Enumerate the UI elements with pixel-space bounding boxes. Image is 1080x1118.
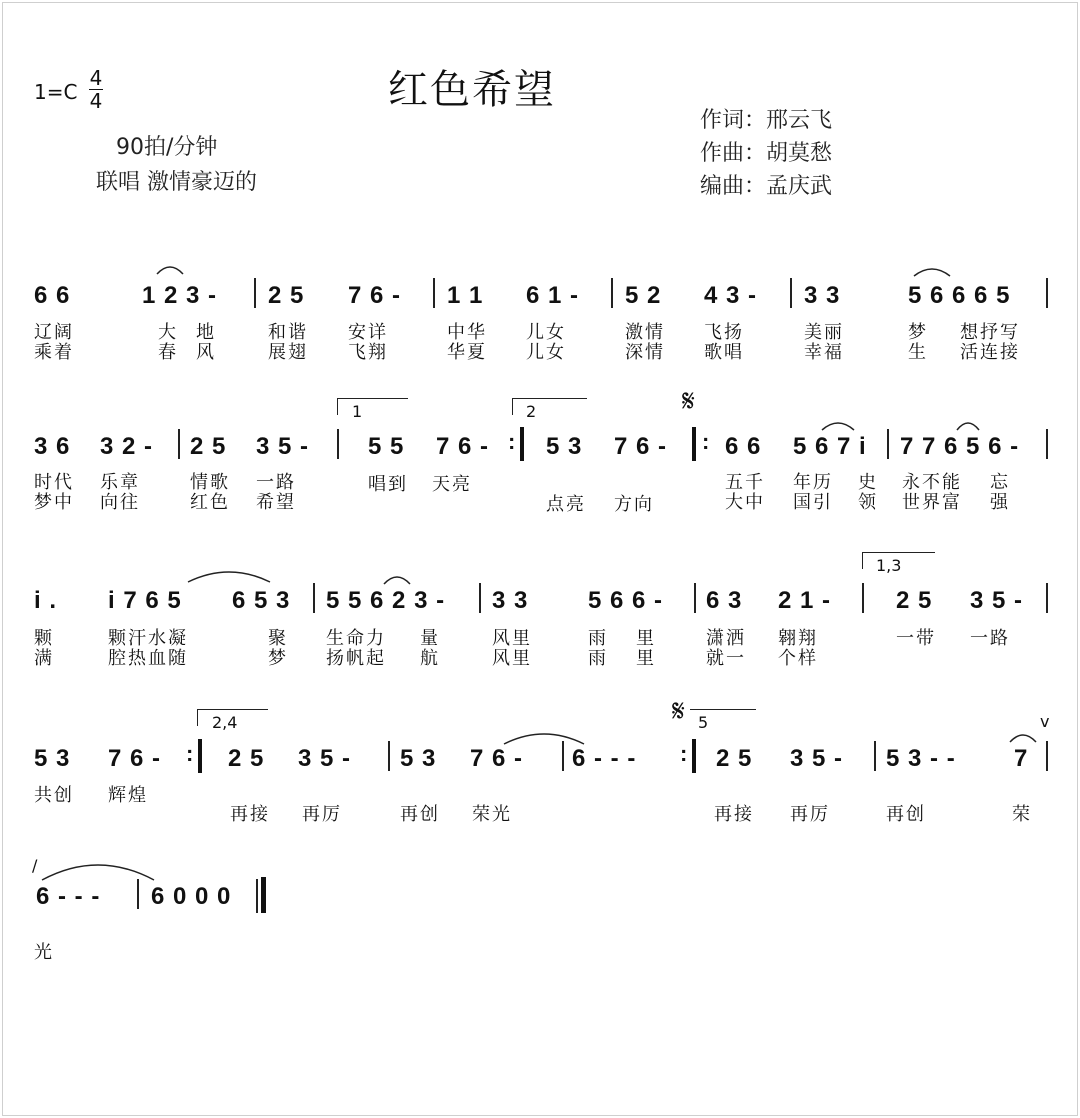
lyric: 辉煌: [108, 785, 148, 806]
notes: 5 3: [400, 745, 437, 772]
slur: [40, 860, 156, 882]
barline: [790, 278, 792, 308]
volta-label: 2: [526, 402, 537, 421]
slur: [820, 418, 856, 432]
lyric: 翱翔: [778, 628, 818, 649]
lyric: 颗: [34, 628, 54, 649]
lyric: 激情: [625, 322, 665, 343]
final-barline-thick: [261, 877, 266, 913]
notes: 5 3 - -: [886, 745, 956, 772]
lyric: 扬帆起: [326, 648, 386, 669]
notes: 6 3: [706, 587, 743, 614]
lyric: 一带: [896, 628, 936, 649]
lyric: 风里: [492, 628, 532, 649]
barline: [887, 429, 889, 459]
lyric: 共创: [34, 785, 74, 806]
lyric: 辽阔: [34, 322, 74, 343]
barline: [1046, 278, 1048, 308]
repeat-end-sign: :: [680, 741, 689, 766]
notes: i 7 6 5: [108, 587, 182, 614]
credit-arranger: 编曲：孟庆武: [700, 174, 833, 199]
lyric: 里: [636, 648, 656, 669]
lyric: 强: [990, 492, 1010, 513]
lyric: 儿女: [526, 342, 566, 363]
volta-label: 1: [352, 402, 363, 421]
repeat-barline: [692, 739, 696, 773]
lyric: 深情: [625, 342, 665, 363]
lyric: 飞翔: [348, 342, 388, 363]
barline: [137, 879, 139, 909]
barline: [1046, 741, 1048, 771]
notes: 7 7 6 5 6 -: [900, 433, 1020, 460]
notes: 6 6: [34, 282, 71, 309]
notes: 3 3: [492, 587, 529, 614]
barline: [874, 741, 876, 771]
notes: 6 0 0 0: [151, 883, 232, 910]
notes: 7 6 -: [436, 433, 490, 460]
notes: 5 6 6 -: [588, 587, 664, 614]
barline: [1046, 583, 1048, 613]
lyric: 风里: [492, 648, 532, 669]
lyric: 腔热血随: [108, 648, 188, 669]
notes: 6 1 -: [526, 282, 580, 309]
style-marking: 联唱 激情豪迈的: [96, 170, 257, 195]
notes: 1 2 3 -: [142, 282, 218, 309]
key-signature: 1=C: [34, 80, 78, 104]
barline: [611, 278, 613, 308]
notes: 5 3: [34, 745, 71, 772]
lyric: 风: [196, 342, 216, 363]
slur: [1008, 730, 1038, 744]
barline: [433, 278, 435, 308]
slur: [382, 572, 412, 586]
time-signature: [89, 68, 103, 111]
slur: [502, 730, 586, 746]
segno-icon: 𝄋: [672, 694, 685, 729]
notes: 6 6: [725, 433, 762, 460]
repeat-end-sign: :: [508, 429, 517, 454]
lyric: 再创: [400, 804, 440, 825]
tempo-marking: 90拍/分钟: [116, 135, 218, 160]
notes: 7 6 -: [108, 745, 162, 772]
lyric: 史: [858, 472, 878, 493]
volta-label: 2,4: [212, 713, 238, 732]
notes: 3 3: [804, 282, 841, 309]
lyric: 颗汗水凝: [108, 628, 188, 649]
lyric: 再厉: [302, 804, 342, 825]
lyric: 国引: [793, 492, 833, 513]
notes: 7 6 -: [348, 282, 402, 309]
lyric: 和谐: [268, 322, 308, 343]
lyric: 地: [196, 322, 216, 343]
lyric: 向往: [100, 492, 140, 513]
lyric: 生: [908, 342, 928, 363]
notes: 3 5 -: [790, 745, 844, 772]
lyric: 希望: [256, 492, 296, 513]
repeat-barline: [520, 427, 524, 461]
lyric: 大: [158, 322, 178, 343]
lyric: 再创: [886, 804, 926, 825]
breath-mark: /: [32, 856, 38, 875]
time-signature-top: 4: [89, 66, 103, 90]
lyric: 再厉: [790, 804, 830, 825]
lyric: 梦: [908, 322, 928, 343]
lyric: 安详: [348, 322, 388, 343]
lyric: 航: [420, 648, 440, 669]
notes: 7 6 -: [470, 745, 524, 772]
barline: [337, 429, 339, 459]
barline: [313, 583, 315, 613]
volta-bracket: [512, 398, 587, 415]
slur: [912, 264, 952, 278]
lyric: 乐章: [100, 472, 140, 493]
notes: 5 6 6 6 5: [908, 282, 1011, 309]
notes: 3 6: [34, 433, 71, 460]
lyric: 世界富: [902, 492, 962, 513]
lyric: 一路: [256, 472, 296, 493]
breath-mark: v: [1040, 712, 1050, 731]
lyric: 就一: [706, 648, 746, 669]
lyric: 荣光: [472, 804, 512, 825]
lyric: 中华: [447, 322, 487, 343]
lyric: 一路: [970, 628, 1010, 649]
lyric: 再接: [230, 804, 270, 825]
repeat-start-sign: :: [702, 429, 711, 454]
time-signature-bottom: 4: [89, 89, 103, 113]
volta-bracket: [337, 398, 408, 415]
lyric: 美丽: [804, 322, 844, 343]
lyric: 年历: [793, 472, 833, 493]
lyric: 华夏: [447, 342, 487, 363]
notes: 2 5: [190, 433, 227, 460]
notes: 3 2 -: [100, 433, 154, 460]
notes: 5 6 7 i: [793, 433, 867, 460]
repeat-end-sign: :: [186, 741, 195, 766]
repeat-barline: [198, 739, 202, 773]
lyric: 儿女: [526, 322, 566, 343]
lyric: 生命力: [326, 628, 386, 649]
lyric: 歌唱: [704, 342, 744, 363]
notes: 4 3 -: [704, 282, 758, 309]
notes: 7 6 -: [614, 433, 668, 460]
lyric: 梦: [268, 648, 288, 669]
segno-icon: 𝄋: [682, 384, 695, 419]
notes: 3 5 -: [970, 587, 1024, 614]
notes: i .: [34, 587, 58, 614]
lyric: 永不能: [902, 472, 962, 493]
lyric: 红色: [190, 492, 230, 513]
barline: [694, 583, 696, 613]
notes: 6 - - -: [36, 883, 101, 910]
lyric: 展翅: [268, 342, 308, 363]
volta-label: 1,3: [876, 556, 902, 575]
lyric: 领: [858, 492, 878, 513]
lyric: 想抒写: [960, 322, 1020, 343]
notes: 5 2: [625, 282, 662, 309]
credit-composer: 作曲：胡莫愁: [700, 141, 833, 166]
lyric: 雨: [588, 628, 608, 649]
notes: 6 - - -: [572, 745, 637, 772]
slur: [955, 418, 981, 432]
notes: 3 5 -: [256, 433, 310, 460]
lyric: 唱到: [368, 474, 408, 495]
lyric: 雨: [588, 648, 608, 669]
lyric: 时代: [34, 472, 74, 493]
lyric: 五千: [725, 472, 765, 493]
lyric: 梦中: [34, 492, 74, 513]
volta-label: 5: [698, 713, 709, 732]
lyric: 满: [34, 648, 54, 669]
lyric: 飞扬: [704, 322, 744, 343]
notes: 3 5 -: [298, 745, 352, 772]
lyric: 量: [420, 628, 440, 649]
notes: 2 5: [716, 745, 753, 772]
barline: [479, 583, 481, 613]
notes: 2 5: [268, 282, 305, 309]
barline: [388, 741, 390, 771]
song-title: 红色希望: [388, 67, 556, 113]
lyric: 大中: [725, 492, 765, 513]
notes: 5 5: [368, 433, 405, 460]
lyric: 里: [636, 628, 656, 649]
notes: 2 1 -: [778, 587, 832, 614]
lyric: 聚: [268, 628, 288, 649]
lyric: 潇洒: [706, 628, 746, 649]
notes: 5 5 6 2 3 -: [326, 587, 446, 614]
notes: 2 5: [896, 587, 933, 614]
notes: 6 5 3: [232, 587, 291, 614]
barline: [862, 583, 864, 613]
slur: [186, 568, 272, 584]
barline: [178, 429, 180, 459]
final-barline-thin: [256, 879, 258, 913]
credit-lyricist: 作词：邢云飞: [700, 108, 833, 133]
slur: [155, 262, 185, 276]
lyric: 点亮: [546, 494, 586, 515]
notes: 5 3: [546, 433, 583, 460]
lyric: 个样: [778, 648, 818, 669]
lyric: 再接: [714, 804, 754, 825]
lyric: 忘: [990, 472, 1010, 493]
lyric: 光: [34, 942, 54, 963]
lyric: 乘着: [34, 342, 74, 363]
lyric: 荣: [1012, 804, 1032, 825]
lyric: 情歌: [190, 472, 230, 493]
lyric: 天亮: [432, 474, 472, 495]
notes: 1 1: [447, 282, 484, 309]
lyric: 幸福: [804, 342, 844, 363]
barline: [1046, 429, 1048, 459]
lyric: 春: [158, 342, 178, 363]
lyric: 方向: [614, 494, 654, 515]
lyric: 活连接: [960, 342, 1020, 363]
notes: 7: [1014, 745, 1029, 772]
notes: 2 5: [228, 745, 265, 772]
repeat-barline: [692, 427, 696, 461]
barline: [254, 278, 256, 308]
